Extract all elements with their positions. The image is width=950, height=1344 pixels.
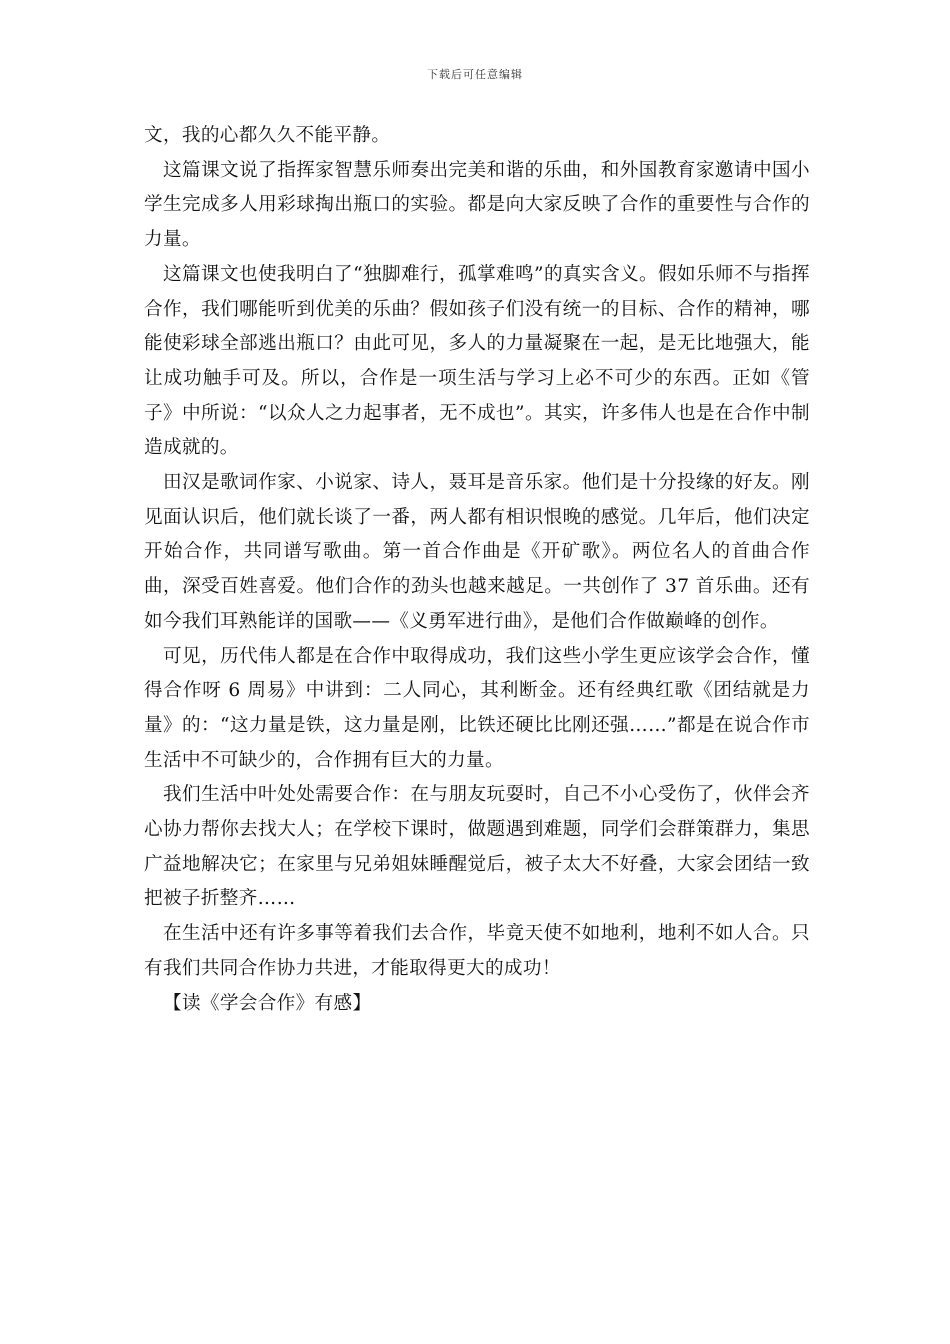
paragraph: 我们生活中叶处处需要合作：在与朋友玩耍时，自己不小心受伤了，伙伴会齐心协力帮你去找大人；在学校下课时，做题遇到难题，同学们会群策群力，集思广益地解决它；在家里与兄弟姐妹睡醒觉后，被子太大不好叠，大家会团结一致把被子折整齐…… — [144, 784, 810, 910]
header-note: 下载后可任意编辑 — [427, 68, 523, 81]
paragraph: 在生活中还有许多事等着我们去合作，毕竟天使不如地利，地利不如人合。只有我们共同合作协力共进，才能取得更大的成功！ — [144, 923, 810, 979]
document-body — [144, 119, 810, 1021]
section-heading: 【读《学会合作》有感】 — [163, 992, 372, 1014]
paragraph: 这篇课文也使我明白了“独脚难行，孤掌难鸣”的真实含义。假如乐师不与指挥合作，我们哪能听到优美的乐曲？假如孩子们没有统一的目标、合作的精神，哪能使彩球全部逃出瓶口？由此可见，多人的力量凝聚在一起，是无比地强大，能让成功触手可及。所以，合作是一项生活与学习上必不可少的东西。正如《管子》中所说：“以众人之力起事者，无不成也”。其实，许多伟人也是在合作中制造成就的。 — [144, 263, 810, 459]
paragraph: 田汉是歌词作家、小说家、诗人，聂耳是音乐家。他们是十分投缘的好友。刚见面认识后，他们就长谈了一番，两人都有相识恨晚的感觉。几年后，他们决定开始合作，共同谱写歌曲。第一首合作曲是《开矿歌》。两位名人的首曲合作曲，深受百姓喜爱。他们合作的劲头也越来越足。一共创作了 37 首乐曲。还有如今我们耳熟能详的国歌——《义勇军进行曲》，是他们合作做巅峰的创作。 — [144, 472, 810, 632]
paragraph: 这篇课文说了指挥家智慧乐师奏出完美和谐的乐曲，和外国教育家邀请中国小学生完成多人用彩球掏出瓶口的实验。都是向大家反映了合作的重要性与合作的力量。 — [144, 159, 810, 251]
paragraph: 可见，历代伟人都是在合作中取得成功，我们这些小学生更应该学会合作，懂得合作呀 6 周易》中讲到：二人同心，其利断金。还有经典红歌《团结就是力量》的：“这力量是铁，这力量是刚，比铁还硬比比刚还强……”都是在说合作市生活中不可缺少的，合作拥有巨大的力量。 — [144, 645, 810, 771]
paragraph-continuation: 文，我的心都久久不能平静。 — [144, 125, 391, 146]
